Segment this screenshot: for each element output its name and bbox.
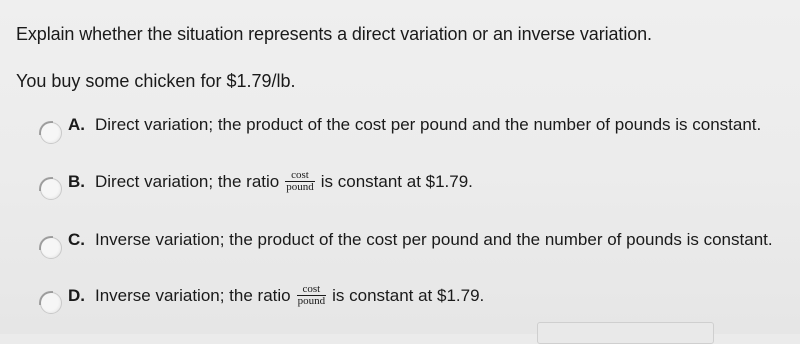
choice-b-text <box>68 170 473 193</box>
choice-a-letter: A. <box>68 115 85 134</box>
radio-button-d[interactable] <box>40 292 62 314</box>
choice-a-label: Direct variation; the product of the cost per pound and the number of pounds is constant. <box>95 115 762 134</box>
question-situation: You buy some chicken for $1.79/lb. <box>16 71 296 91</box>
choice-c-letter: C. <box>68 230 85 249</box>
fraction-denominator: pound <box>297 295 326 307</box>
question-instruction: Explain whether the situation represents a direct variation or an inverse variation. <box>16 24 652 44</box>
fraction-numerator: cost <box>291 169 309 181</box>
choice-b[interactable] <box>40 170 790 206</box>
choice-d-label-before: Inverse variation; the ratio <box>95 285 291 305</box>
choice-d[interactable] <box>40 284 790 320</box>
answer-box[interactable] <box>537 322 714 344</box>
choice-a[interactable] <box>40 114 790 150</box>
choice-c-text <box>68 229 773 251</box>
choice-b-fraction <box>285 170 315 193</box>
choice-d-label-after: is constant at $1.79. <box>332 285 485 305</box>
radio-button-c[interactable] <box>40 237 62 259</box>
choice-b-label-after: is constant at $1.79. <box>320 171 473 191</box>
fraction-numerator: cost <box>302 283 321 295</box>
choice-d-letter: D. <box>68 285 85 305</box>
fraction-denominator: pound <box>286 181 314 193</box>
choice-b-letter: B. <box>68 171 85 191</box>
radio-button-a[interactable] <box>40 122 62 144</box>
radio-button-b[interactable] <box>40 178 62 200</box>
choice-a-text <box>68 114 761 136</box>
choice-c[interactable] <box>40 229 790 265</box>
choice-b-label-before: Direct variation; the ratio <box>95 171 280 191</box>
choice-c-label: Inverse variation; the product of the cost per pound and the number of pounds is constant. <box>95 230 773 249</box>
choice-d-fraction <box>297 284 327 307</box>
choice-d-text <box>68 284 484 307</box>
